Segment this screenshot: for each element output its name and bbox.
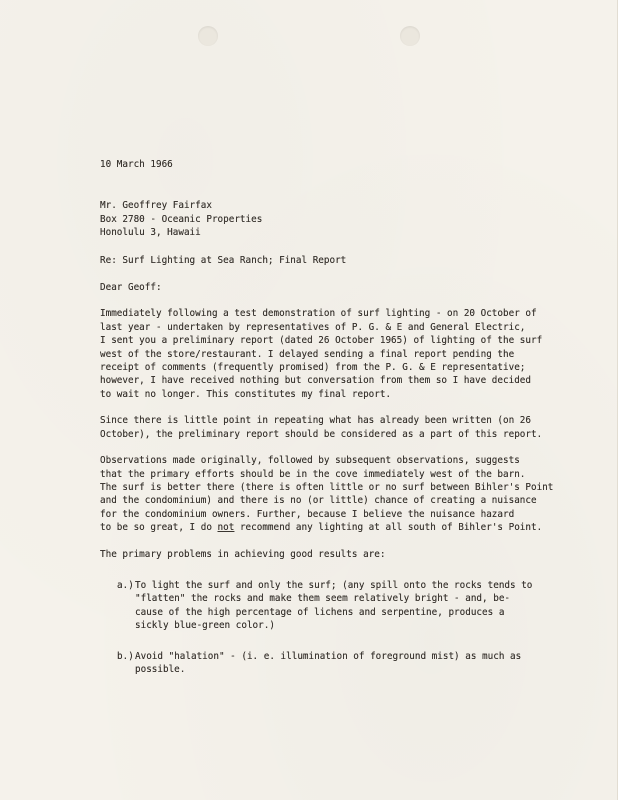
paragraph-line: October), the preliminary report should be considered as a part of this report.: [100, 428, 543, 440]
list-line: Avoid "halation" - (i. e. illumination of foreground mist) as much as: [135, 650, 522, 662]
paragraph-line: that the primary efforts should be in the cove immediately west of the barn.: [100, 468, 526, 480]
text-run: to be so great, I do: [100, 522, 218, 534]
paragraph-2: [100, 414, 550, 441]
list-line: sickly blue-green color.): [135, 620, 275, 632]
text-run: recommend any lighting at all south of Bihler's Point.: [234, 522, 543, 534]
paragraph-line: last year - undertaken by representatives of P. G. & E and General Electric,: [100, 321, 526, 333]
recipient-line: Box 2780 - Oceanic Properties: [100, 213, 263, 225]
punch-hole: [400, 26, 420, 46]
paragraph-line: Since there is little point in repeating what has already been written (on 26: [100, 415, 531, 427]
paragraph-line: receipt of comments (frequently promised) from the P. G. & E representative;: [100, 362, 526, 374]
list-marker: b.): [117, 650, 134, 662]
salutation: Dear Geoff:: [100, 282, 162, 294]
recipient-line: Mr. Geoffrey Fairfax: [100, 200, 212, 212]
list-item: [100, 579, 550, 633]
list-line: To light the surf and only the surf; (any spill onto the rocks tends to: [135, 579, 533, 591]
recipient-line: Honolulu 3, Hawaii: [100, 227, 201, 239]
paragraph-line: Immediately following a test demonstration of surf lighting - on 20 October of: [100, 308, 537, 320]
list-item: [100, 650, 550, 677]
paragraph-line: and the condominium) and there is no (or little) chance of creating a nuisance: [100, 495, 537, 507]
problems-intro: The primary problems in achieving good results are:: [100, 548, 386, 560]
paragraph-line: The surf is better there (there is often little or no surf between Bihler's Point: [100, 481, 554, 493]
letter-body: [100, 158, 554, 676]
list-line: possible.: [135, 663, 186, 675]
letter-date: 10 March 1966: [100, 159, 173, 170]
paragraph-line: west of the store/restaurant. I delayed sending a final report pending the: [100, 348, 515, 360]
list-line: cause of the high percentage of lichens and serpentine, produces a: [135, 606, 505, 618]
paragraph-1: [100, 307, 550, 401]
punch-hole: [198, 26, 218, 46]
list-line: "flatten" the rocks and make them seem relatively bright - and, be-: [135, 593, 511, 605]
paragraph-line: to wait no longer. This constitutes my final report.: [100, 388, 392, 400]
paragraph-line: for the condominium owners. Further, because I believe the nuisance hazard: [100, 508, 515, 520]
paragraph-line: however, I have received nothing but conversation from them so I have decided: [100, 375, 531, 387]
recipient-address: [100, 199, 550, 239]
paragraph-line: I sent you a preliminary report (dated 26 October 1965) of lighting of the surf: [100, 335, 543, 347]
subject-line: Re: Surf Lighting at Sea Ranch; Final Report: [100, 254, 347, 266]
list-marker: a.): [117, 579, 134, 591]
underlined-word: not: [217, 522, 235, 534]
paragraph-3: [100, 454, 554, 534]
paragraph-line: [100, 521, 550, 534]
paragraph-line: Observations made originally, followed by subsequent observations, suggests: [100, 455, 520, 467]
